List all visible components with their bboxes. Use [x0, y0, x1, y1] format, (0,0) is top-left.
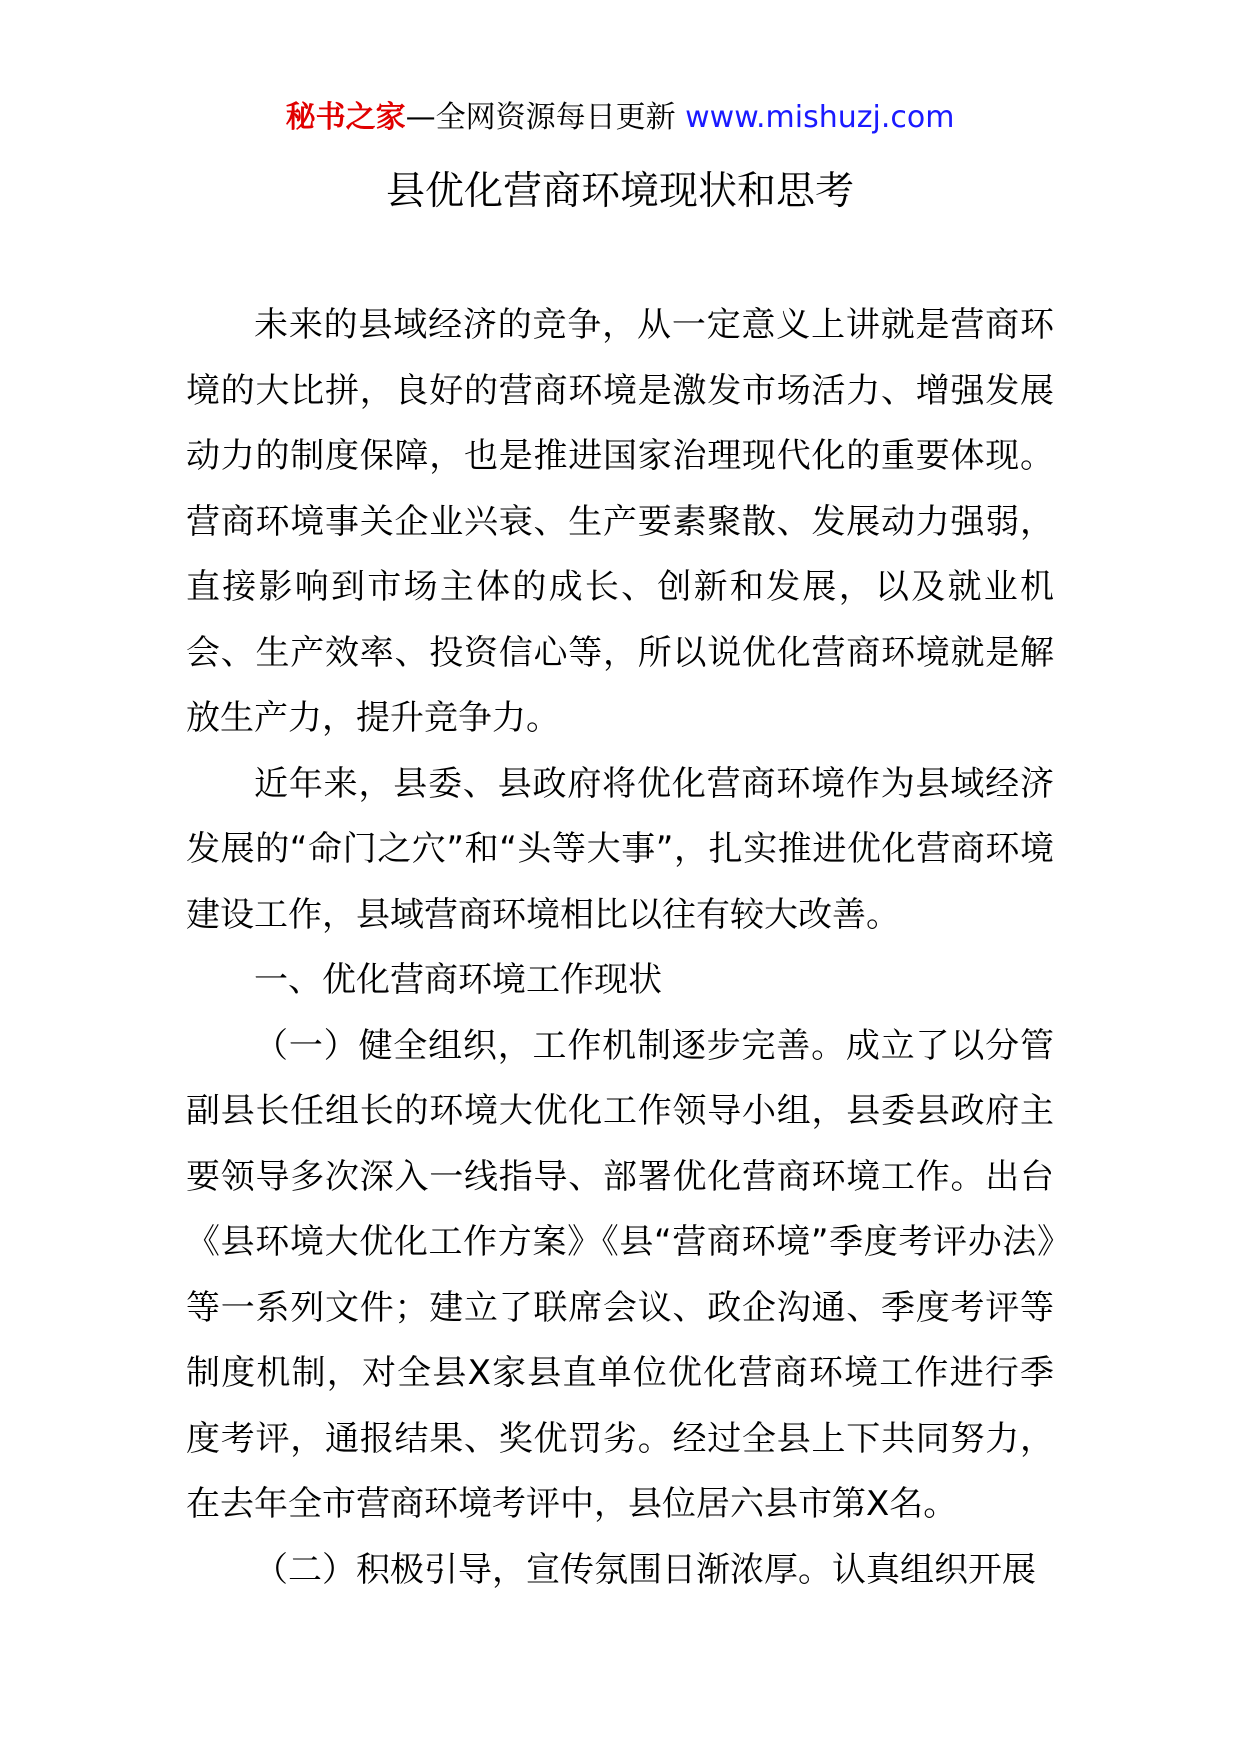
site-url-link[interactable]: www.mishuzj.com — [685, 100, 955, 135]
site-header — [0, 98, 1240, 138]
paragraph-background: 近年来，县委、县政府将优化营商环境作为县域经济发展的“命门之穴”和“头等大事”，扎实推进优化营商环境建设工作，县域营商环境相比以往有较大改善。 — [186, 763, 1054, 935]
document-title: 县优化营商环境现状和思考 — [385, 169, 854, 214]
paragraph-subsection-2: （二）积极引导，宣传氛围日渐浓厚。认真组织开展 — [254, 1549, 1036, 1590]
paragraph-subsection-1: （一）健全组织，工作机制逐步完善。成立了以分管副县长任组长的环境大优化工作领导小组，县委县政府主要领导多次深入一线指导、部署优化营商环境工作。出台《县环境大优化工作方案》《县“营商环境”季度考评办法》等一系列文件；建立了联席会议、政企沟通、季度考评等制度机制，对全县X家县直单位优化营商环境工作进行季度考评，通报结果、奖优罚劣。经过全县上下共同努力，在去年全市营商环境考评中，县位居六县市第X名。 — [186, 1025, 1054, 1524]
document-body — [186, 293, 1054, 1603]
site-tagline: —全网资源每日更新 — [405, 100, 686, 135]
paragraph-intro: 未来的县域经济的竞争，从一定意义上讲就是营商环境的大比拼，良好的营商环境是激发市场活力、增强发展动力的制度保障，也是推进国家治理现代化的重要体现。营商环境事关企业兴衰、生产要素聚散、发展动力强弱，直接影响到市场主体的成长、创新和发展，以及就业机会、生产效率、投资信心等，所以说优化营商环境就是解放生产力，提升竞争力。 — [186, 305, 1054, 738]
site-brand: 秘书之家 — [285, 100, 406, 135]
section-heading: 一、优化营商环境工作现状 — [254, 960, 662, 1000]
